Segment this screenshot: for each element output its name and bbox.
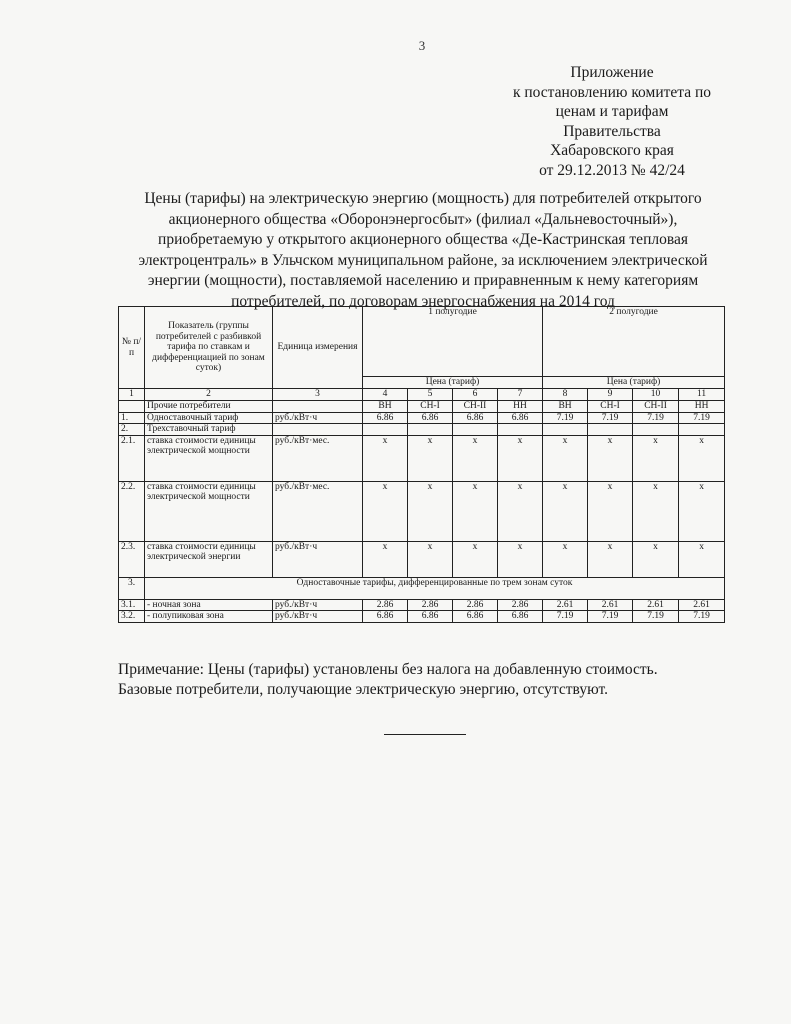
row-number: 1. [119, 412, 145, 424]
header-num: № п/п [119, 307, 145, 389]
empty-cell [679, 424, 725, 436]
table-row [119, 599, 725, 611]
tariff-value: х [408, 481, 453, 541]
section-title: Одноставочные тарифы, дифференцированные по трем зонам суток [145, 577, 725, 599]
tariff-value: х [363, 435, 408, 481]
tariff-value: х [453, 435, 498, 481]
column-number: 7 [498, 389, 543, 401]
title-line: Цены (тарифы) на электрическую энергию (мощность) для потребителей открытого [144, 190, 702, 207]
row-number: 3. [119, 577, 145, 599]
row-unit: руб./кВт·мес. [273, 435, 363, 481]
tariff-value: 6.86 [363, 412, 408, 424]
appendix-line: Правительства [563, 122, 661, 140]
tariff-table [118, 306, 725, 623]
tariff-value: 7.19 [679, 412, 725, 424]
appendix-line: ценам и тарифам [555, 103, 669, 120]
page-number: 3 [418, 38, 426, 53]
column-number: 10 [633, 389, 679, 401]
appendix-block [480, 63, 744, 180]
tariff-value: х [543, 435, 588, 481]
header-row [119, 307, 725, 377]
title-line: электроцентраль» в Ульчском муниципальном районе, за исключением электрической [138, 251, 708, 269]
tariff-value: 2.86 [498, 599, 543, 611]
end-divider [384, 734, 466, 735]
tariff-value: х [498, 481, 543, 541]
column-number: 3 [273, 389, 363, 401]
table-row [119, 424, 725, 436]
header-half1: 1 полугодие [363, 307, 543, 377]
row-indicator: ставка стоимости единицы электрической мощности [145, 435, 273, 481]
tariff-value: х [453, 481, 498, 541]
row-number: 2.3. [119, 541, 145, 577]
voltage-level: ВН [363, 401, 408, 413]
table-row [119, 435, 725, 481]
tariff-value: 2.61 [633, 599, 679, 611]
row-indicator: - полупиковая зона [145, 611, 273, 623]
appendix-line: к постановлению комитета по [512, 83, 712, 101]
voltage-level: СН-II [453, 401, 498, 413]
column-numbers-row [119, 389, 725, 401]
table-row [119, 611, 725, 623]
tariff-value: х [498, 541, 543, 577]
column-number: 1 [119, 389, 145, 401]
tariff-value: 6.86 [498, 611, 543, 623]
tariff-value: х [633, 435, 679, 481]
tariff-value: х [543, 481, 588, 541]
voltage-levels-row [119, 401, 725, 413]
appendix-line: Приложение [570, 64, 654, 81]
table-row [119, 481, 725, 541]
row-number: 2.2. [119, 481, 145, 541]
tariff-value: 6.86 [453, 412, 498, 424]
column-number: 5 [408, 389, 453, 401]
header-price-1: Цена (тариф) [363, 377, 543, 389]
appendix-line: от 29.12.2013 № 42/24 [539, 161, 685, 179]
tariff-value: х [679, 435, 725, 481]
tariff-value: 2.86 [408, 599, 453, 611]
tariff-value: 7.19 [543, 611, 588, 623]
row-indicator: Трехставочный тариф [145, 424, 273, 436]
tariff-value: х [588, 541, 633, 577]
empty-cell [543, 424, 588, 436]
tariff-value: 7.19 [633, 412, 679, 424]
empty-cell [363, 424, 408, 436]
row-indicator: Одноставочный тариф [145, 412, 273, 424]
table-row [119, 412, 725, 424]
tariff-value: 7.19 [543, 412, 588, 424]
column-number: 8 [543, 389, 588, 401]
tariff-value: 2.61 [679, 599, 725, 611]
empty-cell [498, 424, 543, 436]
tariff-value: х [363, 481, 408, 541]
row-indicator: - ночная зона [145, 599, 273, 611]
voltage-level: ВН [543, 401, 588, 413]
tariff-value: х [633, 541, 679, 577]
other-consumers-label: Прочие потребители [145, 401, 273, 413]
appendix-line: Хабаровского края [550, 142, 674, 159]
tariff-value: 6.86 [408, 611, 453, 623]
tariff-value: х [679, 481, 725, 541]
row-unit: руб./кВт·мес. [273, 481, 363, 541]
title-line: энергии (мощности), поставляемой населению и приравненным к нему категориям [147, 272, 699, 289]
empty-cell [273, 401, 363, 413]
column-number: 11 [679, 389, 725, 401]
note-line-2: Базовые потребители, получающие электрическую энергию, отсутствуют. [118, 681, 608, 698]
empty-cell [408, 424, 453, 436]
tariff-value: х [679, 541, 725, 577]
empty-cell [453, 424, 498, 436]
title-line: потребителей, по договорам энергоснабжения на 2014 год [231, 292, 615, 310]
row-indicator: ставка стоимости единицы электрической энергии [145, 541, 273, 577]
document-title [118, 189, 728, 312]
note-line-1: Примечание: Цены (тарифы) установлены без налога на добавленную стоимость. [118, 661, 658, 678]
empty-cell [119, 401, 145, 413]
column-number: 2 [145, 389, 273, 401]
voltage-level: СН-II [633, 401, 679, 413]
empty-cell [273, 424, 363, 436]
tariff-value: 2.86 [363, 599, 408, 611]
tariff-value: 6.86 [363, 611, 408, 623]
tariff-value: х [588, 481, 633, 541]
column-number: 6 [453, 389, 498, 401]
tariff-value: х [633, 481, 679, 541]
title-line: приобретаемую у открытого акционерного общества «Де-Кастринская тепловая [158, 231, 688, 248]
row-number: 3.1. [119, 599, 145, 611]
tariff-value: х [408, 541, 453, 577]
voltage-level: НН [498, 401, 543, 413]
row-number: 2.1. [119, 435, 145, 481]
header-unit: Единица измерения [273, 307, 363, 389]
empty-cell [588, 424, 633, 436]
tariff-value: х [363, 541, 408, 577]
table-row [119, 541, 725, 577]
voltage-level: СН-I [588, 401, 633, 413]
voltage-level: НН [679, 401, 725, 413]
row-indicator: ставка стоимости единицы электрической мощности [145, 481, 273, 541]
tariff-value: 6.86 [453, 611, 498, 623]
row-number: 2. [119, 424, 145, 436]
header-price-2: Цена (тариф) [543, 377, 725, 389]
tariff-value: 6.86 [498, 412, 543, 424]
row-number: 3.2. [119, 611, 145, 623]
row-unit: руб./кВт·ч [273, 412, 363, 424]
tariff-value: х [498, 435, 543, 481]
row-unit: руб./кВт·ч [273, 599, 363, 611]
tariff-value: 2.61 [588, 599, 633, 611]
tariff-value: 2.61 [543, 599, 588, 611]
row-unit: руб./кВт·ч [273, 541, 363, 577]
tariff-value: 7.19 [679, 611, 725, 623]
header-half2: 2 полугодие [543, 307, 725, 377]
table-row [119, 577, 725, 599]
title-line: акционерного общества «Оборонэнергосбыт» (филиал «Дальневосточный»), [168, 210, 678, 228]
column-number: 9 [588, 389, 633, 401]
column-number: 4 [363, 389, 408, 401]
tariff-value: 7.19 [633, 611, 679, 623]
tariff-value: х [543, 541, 588, 577]
empty-cell [633, 424, 679, 436]
tariff-value: 7.19 [588, 412, 633, 424]
header-indicator: Показатель (группы потребителей с разбивкой тарифа по ставкам и дифференциацией по зонам суток) [145, 307, 273, 389]
voltage-level: СН-I [408, 401, 453, 413]
tariff-value: х [453, 541, 498, 577]
row-unit: руб./кВт·ч [273, 611, 363, 623]
note-block [118, 660, 738, 700]
tariff-value: х [408, 435, 453, 481]
tariff-value: х [588, 435, 633, 481]
tariff-value: 7.19 [588, 611, 633, 623]
tariff-value: 6.86 [408, 412, 453, 424]
tariff-value: 2.86 [453, 599, 498, 611]
